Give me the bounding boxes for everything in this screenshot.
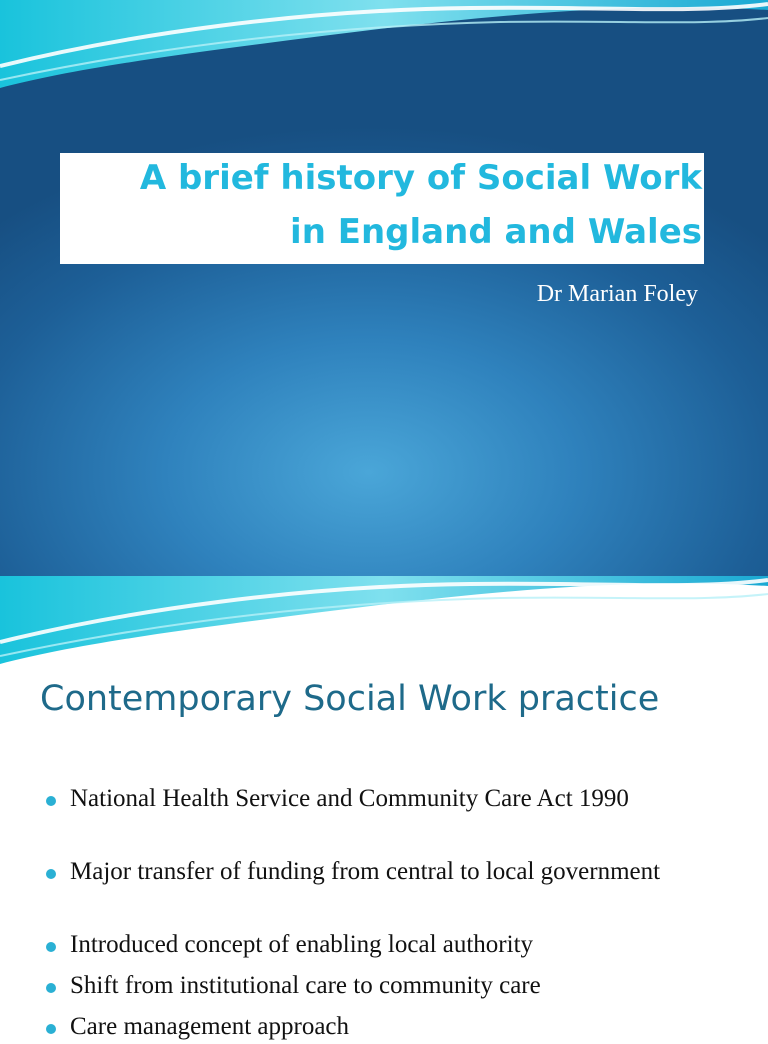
- author-subtitle: Dr Marian Foley: [536, 281, 698, 307]
- title-box: [60, 153, 704, 264]
- bullet-item: [46, 782, 686, 816]
- bullet-dot-icon: [46, 983, 56, 993]
- bullet-item: [46, 969, 686, 1003]
- content-slide: [0, 576, 768, 1040]
- bullet-text: Introduced concept of enabling local authority: [70, 931, 534, 958]
- wave-header-graphic: [0, 0, 768, 90]
- slide-title-line-2: in England and Wales: [290, 212, 702, 252]
- slide-heading: Contemporary Social Work practice: [40, 679, 660, 719]
- bullet-list: [0, 576, 768, 1040]
- bullet-item: [46, 928, 686, 962]
- slide-title-line-1: A brief history of Social Work: [139, 158, 702, 198]
- bullet-text: Care management approach: [70, 1013, 350, 1040]
- bullet-dot-icon: [46, 869, 56, 879]
- bullet-text: National Health Service and Community Care Act 1990: [70, 785, 629, 812]
- bullet-dot-icon: [46, 796, 56, 806]
- bullet-text: Shift from institutional care to community care: [70, 972, 541, 999]
- bullet-item: [46, 855, 686, 889]
- bullet-item: [46, 1010, 686, 1044]
- bullet-dot-icon: [46, 942, 56, 952]
- bullet-text: Major transfer of funding from central to local government: [70, 858, 661, 885]
- bullet-dot-icon: [46, 1024, 56, 1034]
